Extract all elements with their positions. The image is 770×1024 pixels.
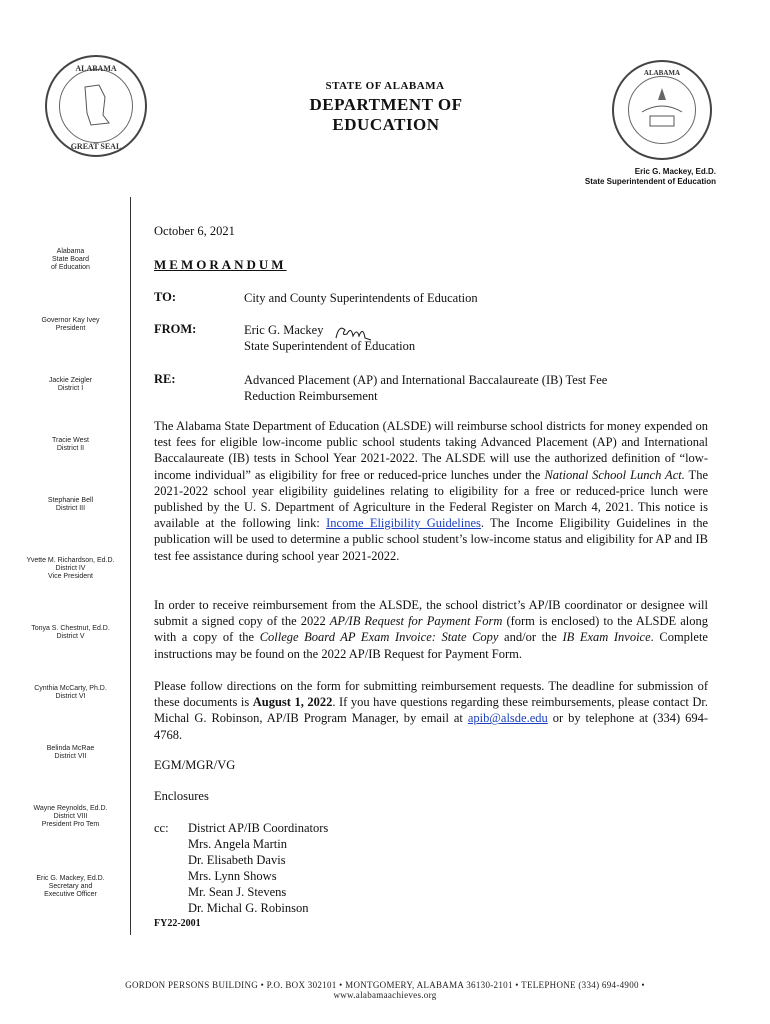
from-label: FROM: — [154, 322, 197, 336]
margin-rule — [130, 197, 131, 935]
board-member: Alabama State Board of Education — [51, 248, 90, 271]
cc-list-item: District AP/IB Coordinators — [188, 821, 329, 835]
footer-address: GORDON PERSONS BUILDING • P.O. BOX 302101 • MONTGOMERY, ALABAMA 36130-2101 • TELEPHONE (334) 694-4900 • www.alabamaachieves.org — [125, 980, 645, 1000]
income-eligibility-link[interactable]: Income Eligibility Guidelines — [326, 516, 481, 531]
initials: EGM/MGR/VG — [154, 758, 236, 772]
to-value: City and County Superintendents of Education — [244, 291, 478, 305]
board-member: Cynthia McCarty, Ph.D. District VI — [34, 685, 107, 700]
board-member: Tonya S. Chestnut, Ed.D. District V — [31, 625, 110, 640]
from-title: State Superintendent of Education — [244, 339, 416, 353]
signature — [333, 320, 375, 344]
to-label: TO: — [154, 290, 176, 304]
cc-list-item: Dr. Michal G. Robinson — [188, 901, 309, 915]
board-member: Governor Kay Ivey President — [41, 317, 100, 332]
re-label: RE: — [154, 372, 176, 386]
memo-heading: MEMORANDUM — [154, 257, 287, 272]
board-member: Tracie West District II — [52, 437, 89, 452]
cc-list-item: Dr. Elisabeth Davis — [188, 853, 286, 867]
department-seal — [612, 60, 712, 160]
board-member: Stephanie Bell District III — [47, 497, 94, 512]
svg-text:ALABAMA: ALABAMA — [75, 64, 117, 73]
board-member: Wayne Reynolds, Ed.D. District VIII President Pro Tem — [33, 805, 108, 828]
board-member: Belinda McRae District VII — [46, 745, 95, 760]
department-title: DEPARTMENT OF EDUCATION — [309, 95, 463, 134]
cc-label: cc: — [154, 821, 169, 835]
paragraph-2: In order to receive reimbursement from the ALSDE, the school district’s AP/IB coordinator or designee will submit a signed copy of the 2022 AP/IB Request for Payment Form (form is enclosed) to the ALSDE along with a copy of the College Board AP Exam Invoice: State Copy and/or the IB Exam Invoice. Complete instructions may be found on the 2022 AP/IB Request for Payment Form. — [154, 598, 708, 661]
email-link[interactable]: apib@alsde.edu — [467, 711, 548, 726]
enclosures: Enclosures — [154, 789, 209, 803]
superintendent-block — [585, 167, 716, 187]
document-id: FY22-2001 — [154, 918, 201, 929]
superintendent-title: State Superintendent of Education — [584, 177, 716, 186]
paragraph-3: Please follow directions on the form for submitting reimbursement requests. The deadline for submission of these documents is August 1, 2022. If you have questions regarding these reimbursements, please contact Dr. Michal G. Robinson, AP/IB Program Manager, by email at apib@alsde.edu or by telephone at (334) 694-4768. — [154, 679, 708, 742]
superintendent-name: Eric G. Mackey, Ed.D. — [634, 167, 716, 176]
cc-list-item: Mrs. Angela Martin — [188, 837, 287, 851]
board-member: Eric G. Mackey, Ed.D. Secretary and Executive Officer — [36, 875, 105, 898]
svg-text:ALABAMA: ALABAMA — [643, 69, 681, 77]
re-line2: Reduction Reimbursement — [244, 389, 378, 403]
state-title: STATE OF ALABAMA — [325, 80, 445, 92]
board-member: Jackie Zeigler District I — [48, 377, 93, 392]
svg-text:GREAT SEAL: GREAT SEAL — [70, 142, 122, 151]
re-block — [244, 372, 607, 404]
from-block — [244, 322, 415, 354]
alabama-great-seal — [45, 55, 147, 157]
board-member: Yvette M. Richardson, Ed.D. District IV Vice President — [26, 557, 115, 580]
memo-date: October 6, 2021 — [154, 224, 235, 238]
from-name: Eric G. Mackey — [244, 323, 324, 337]
paragraph-1: The Alabama State Department of Education (ALSDE) will reimburse school districts for money expended on test fees for eligible low-income public school students taking Advanced Placement (AP) and International Baccalaureate (IB) tests in School Year 2021-2022. The ALSDE will use the authorized definition of “low-income individual” as eligibility for free or reduced-price lunches under the National School Lunch Act. The 2021-2022 school year eligibility guidelines relating to eligibility for a free or reduced-price lunch were published by the U. S. Department of Agriculture in the Federal Register on March 4, 2021. This notice is available at the following link: Income Eligibility Guidelines. The Income Eligibility Guidelines in the publication will be used to determine a public school student’s low-income status and eligibility for AP and IB test fee assistance during school year 2021-2022. — [154, 419, 708, 563]
cc-list-item: Mr. Sean J. Stevens — [188, 885, 287, 899]
cc-list-item: Mrs. Lynn Shows — [188, 869, 277, 883]
re-line1: Advanced Placement (AP) and International Baccalaureate (IB) Test Fee — [244, 373, 608, 387]
